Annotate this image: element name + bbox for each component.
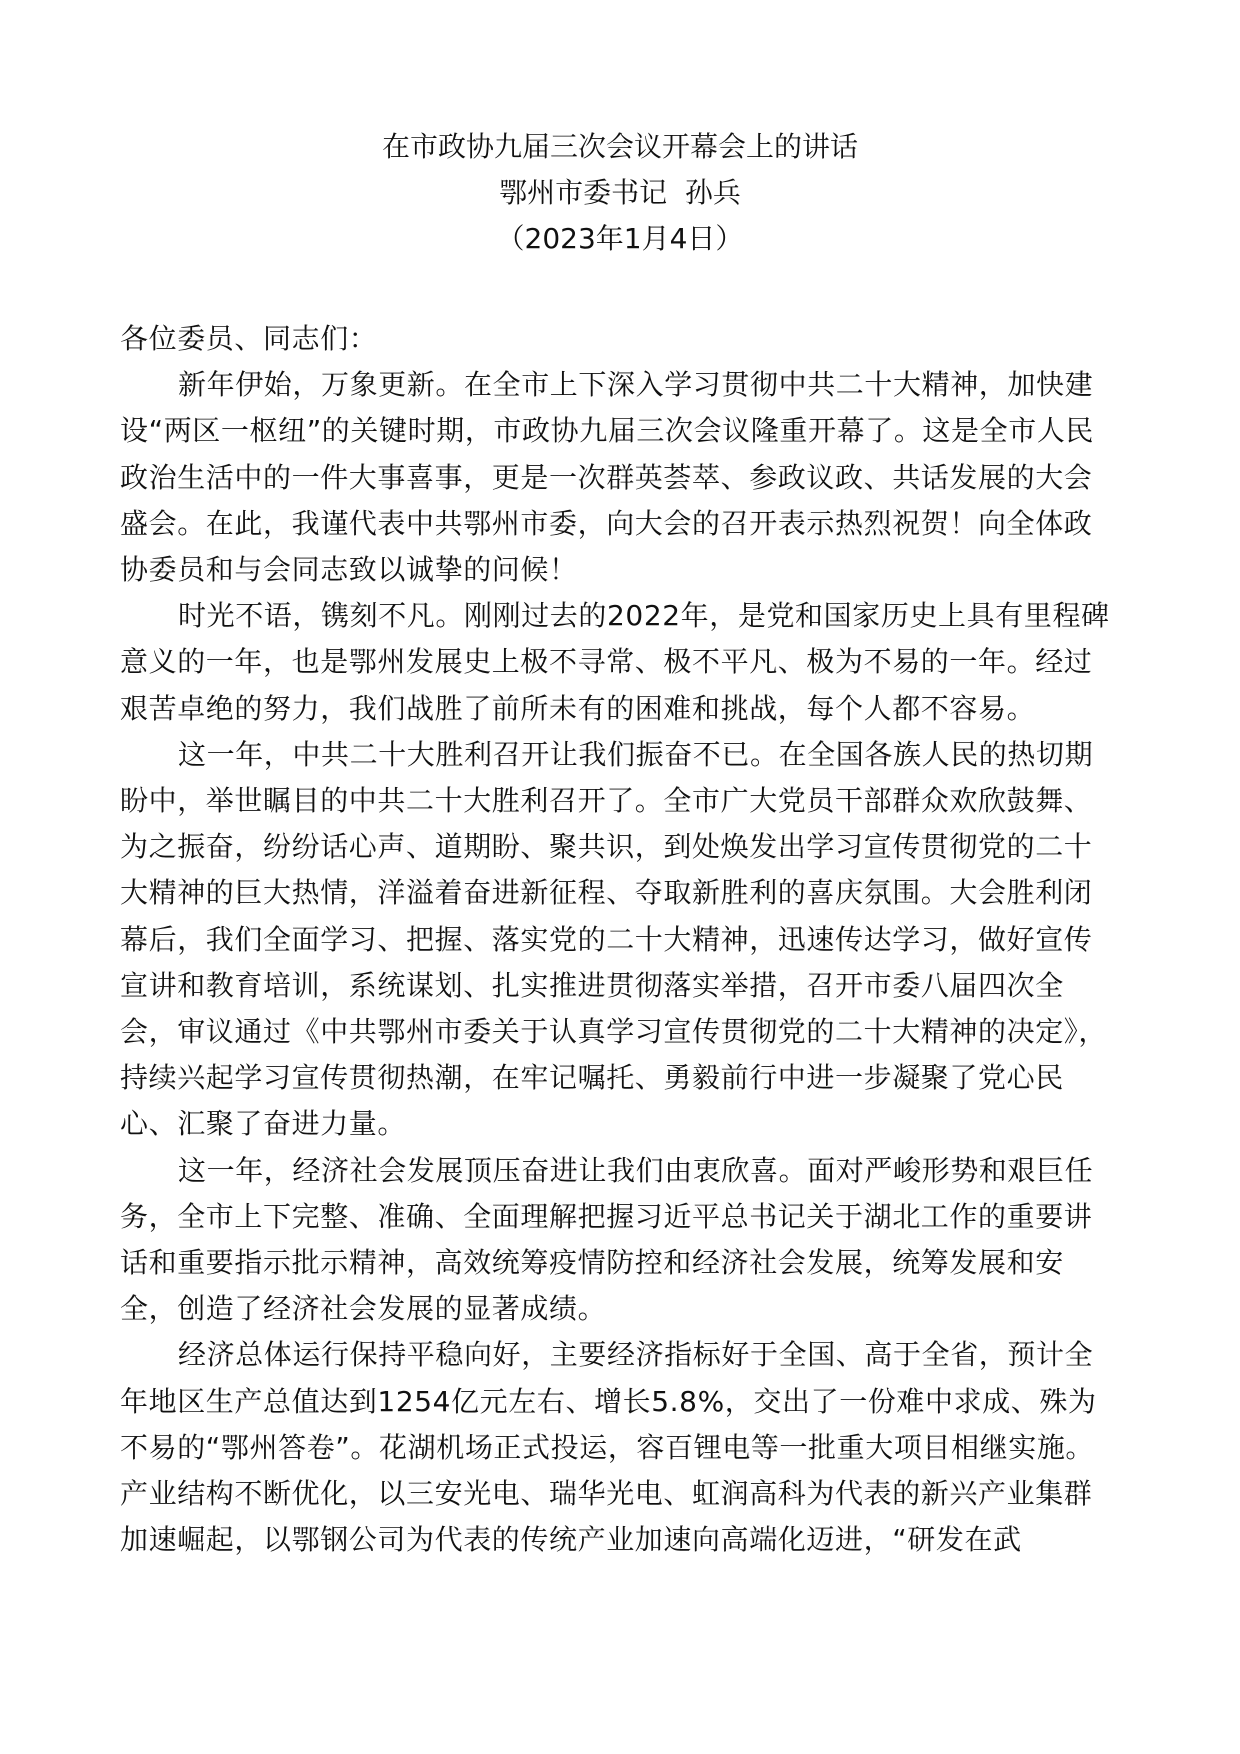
paragraph-2: 时光不语，镌刻不凡。刚刚过去的2022年，是党和国家历史上具有里程碑意义的一年，也是鄂州发展史上极不寻常、极不平凡、极为不易的一年。经过艰苦卓绝的努力，我们战胜了前所未有的困难和挑战，每个人都不容易。 [120, 599, 1110, 725]
paragraph-5: 经济总体运行保持平稳向好，主要经济指标好于全国、高于全省，预计全年地区生产总值达到1254亿元左右、增长5.8%，交出了一份难中求成、殊为不易的“鄂州答卷”。花湖机场正式投运，容百锂电等一批重大项目相继实施。产业结构不断优化，以三安光电、瑞华光电、虹润高科为代表的新兴产业集群加速崛起，以鄂钢公司为代表的传统产业加速向高端化迈进，“研发在武 [120, 1338, 1097, 1557]
paragraph-4: 这一年，经济社会发展顶压奋进让我们由衷欣喜。面对严峻形势和艰巨任务，全市上下完整、准确、全面理解把握习近平总书记关于湖北工作的重要讲话和重要指示批示精神，高效统筹疫情防控和经济社会发展，统筹发展和安全，创造了经济社会发展的显著成绩。 [120, 1153, 1094, 1326]
salutation: 各位委员、同志们： [120, 322, 378, 355]
document-date: （2023年1月4日） [496, 222, 744, 255]
paragraph-1: 新年伊始，万象更新。在全市上下深入学习贯彻中共二十大精神，加快建设“两区一枢纽”的关键时期，市政协九届三次会议隆重开幕了。这是全市人民政治生活中的一件大事喜事，更是一次群英荟萃、参政议政、共话发展的大会盛会。在此，我谨代表中共鄂州市委，向大会的召开表示热烈祝贺！向全体政协委员和与会同志致以诚挚的问候！ [120, 368, 1095, 587]
document-header [0, 124, 1240, 262]
document-title: 在市政协九届三次会议开幕会上的讲话 [381, 130, 858, 163]
document-body [120, 316, 1120, 1563]
paragraph-3: 这一年，中共二十大胜利召开让我们振奋不已。在全国各族人民的热切期盼中，举世瞩目的中共二十大胜利召开了。全市广大党员干部群众欢欣鼓舞、为之振奋，纷纷话心声、道期盼、聚共识，到处焕发出学习宣传贯彻党的二十大精神的巨大热情，洋溢着奋进新征程、夺取新胜利的喜庆氛围。大会胜利闭幕后，我们全面学习、把握、落实党的二十大精神，迅速传达学习，做好宣传宣讲和教育培训，系统谋划、扎实推进贯彻落实举措，召开市委八届四次全会，审议通过《中共鄂州市委关于认真学习宣传贯彻党的二十大精神的决定》，持续兴起学习宣传贯彻热潮，在牢记嘱托、勇毅前行中进一步凝聚了党心民心、汇聚了奋进力量。 [120, 737, 1108, 1141]
document-author: 鄂州市委书记 孙兵 [499, 176, 741, 209]
